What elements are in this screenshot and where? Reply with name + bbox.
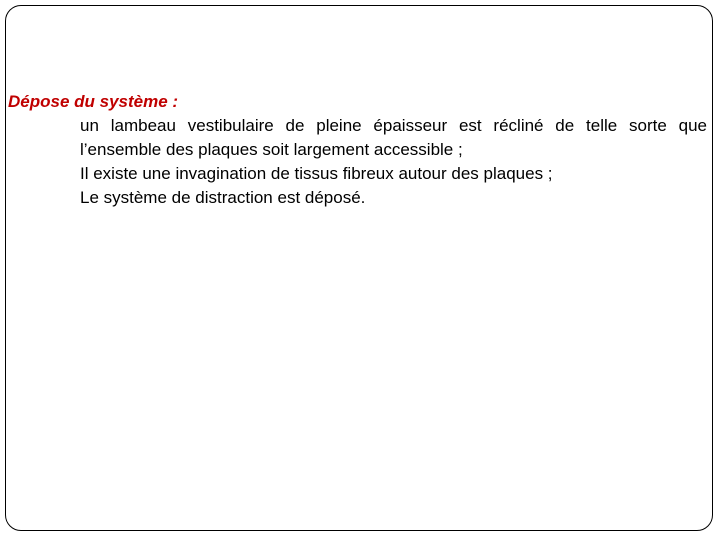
section-heading: Dépose du système : (8, 92, 179, 111)
body-text (80, 114, 707, 210)
paragraph-flap: un lambeau vestibulaire de pleine épaisseur est récliné de telle sorte que l’ensemble des plaques soit largement accessible ; (80, 116, 707, 159)
paragraph-invagination: Il existe une invagination de tissus fibreux autour des plaques ; (80, 164, 553, 183)
slide-frame (5, 5, 713, 531)
paragraph-removal: Le système de distraction est déposé. (80, 188, 366, 207)
